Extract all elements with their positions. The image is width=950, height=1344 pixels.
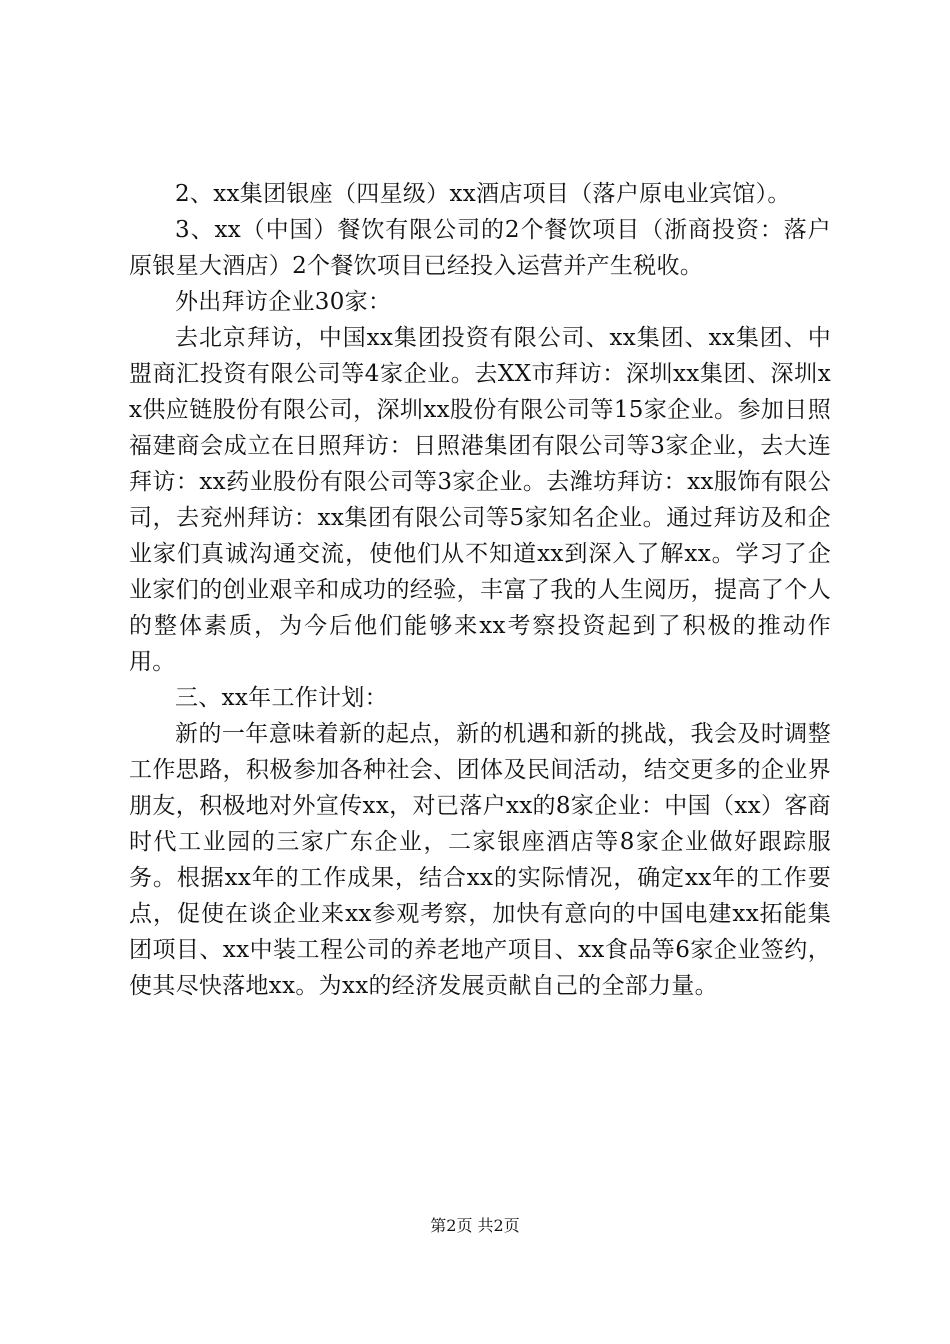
document-body	[129, 176, 831, 1004]
paragraph-visits-heading: 外出拜访企业30家：	[175, 289, 392, 315]
paragraph-work-plan: 新的一年意味着新的起点，新的机遇和新的挑战，我会及时调整工作思路，积极参加各种社会、团体及民间活动，结交更多的企业界朋友，积极地对外宣传xx，对已落户xx的8家企业：中国（xx）客商时代工业园的三家广东企业，二家银座酒店等8家企业做好跟踪服务。根据xx年的工作成果，结合xx的实际情况，确定xx年的工作要点，促使在谈企业来xx参观考察，加快有意向的中国电建xx拓能集团项目、xx中装工程公司的养老地产项目、xx食品等6家企业签约，使其尽快落地xx。为xx的经济发展贡献自己的全部力量。	[129, 721, 831, 999]
paragraph-item-2: 2、xx集团银座（四星级）xx酒店项目（落户原电业宾馆）。	[175, 181, 791, 207]
paragraph-visits-detail: 去北京拜访，中国xx集团投资有限公司、xx集团、xx集团、中盟商汇投资有限公司等4家企业。去XX市拜访：深圳xx集团、深圳xx供应链股份有限公司，深圳xx股份有限公司等15家企业。参加日照福建商会成立在日照拜访：日照港集团有限公司等3家企业，去大连拜访：xx药业股份有限公司等3家企业。去潍坊拜访：xx服饰有限公司，去兖州拜访：xx集团有限公司等5家知名企业。通过拜访及和企业家们真诚沟通交流，使他们从不知道xx到深入了解xx。学习了企业家们的创业艰辛和成功的经验，丰富了我的人生阅历，提高了个人的整体素质，为今后他们能够来xx考察投资起到了积极的推动作用。	[129, 325, 831, 675]
paragraph-item-3: 3、xx（中国）餐饮有限公司的2个餐饮项目（浙商投资：落户原银星大酒店）2个餐饮项目已经投入运营并产生税收。	[129, 217, 831, 279]
section-heading-work-plan: 三、xx年工作计划：	[175, 685, 388, 711]
page-footer: 第2页 共2页	[430, 1216, 520, 1235]
